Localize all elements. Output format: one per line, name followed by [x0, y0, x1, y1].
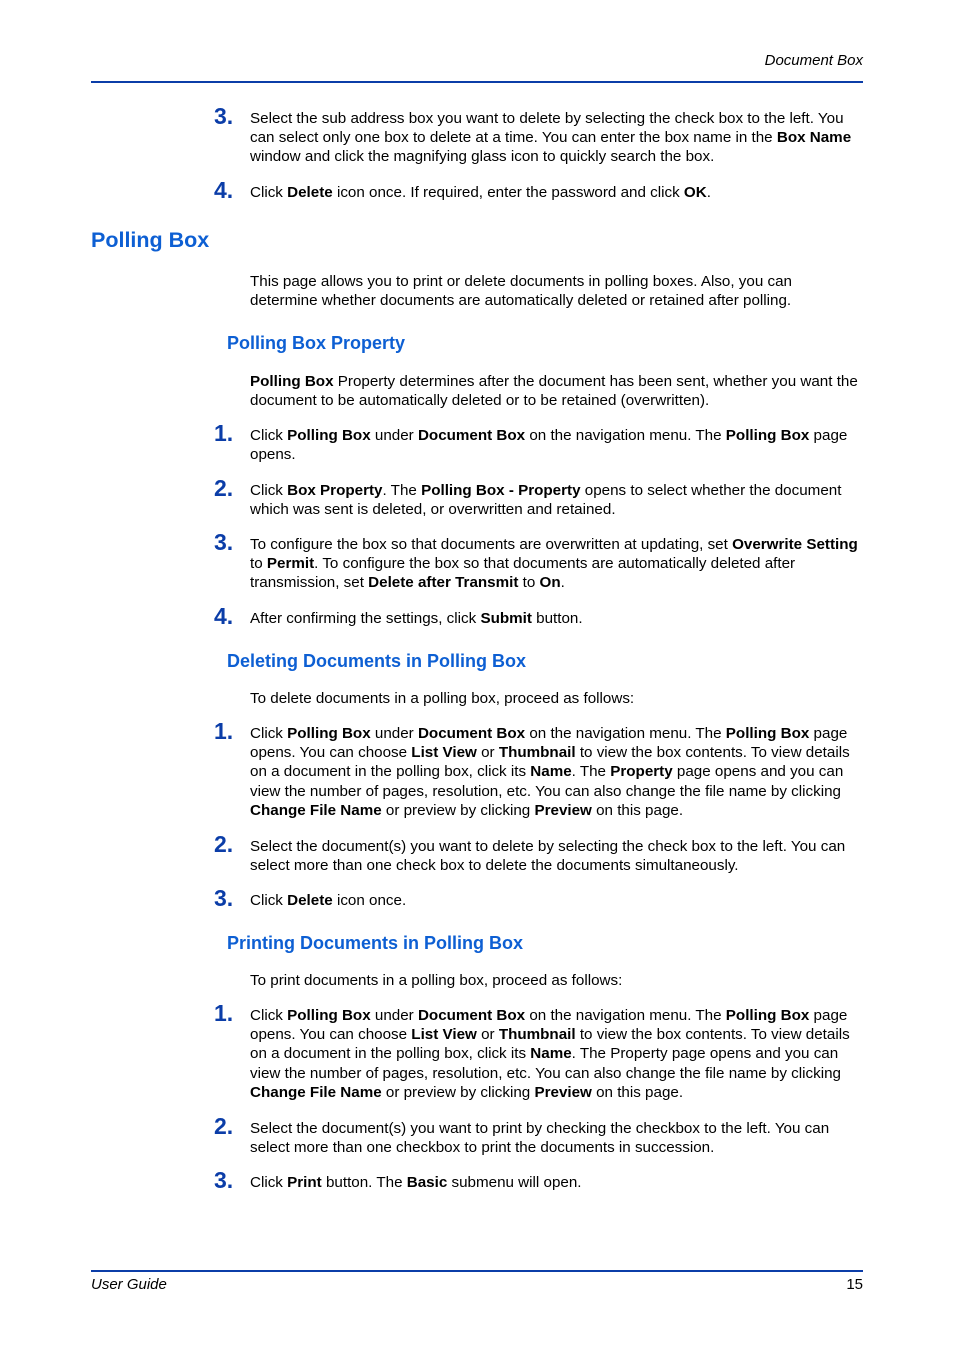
bold-term: Thumbnail [498, 744, 576, 762]
section-intro: This page allows you to print or delete documents in polling boxes. Also, you can determine whether documents are automatically deleted or retained after polling. [250, 273, 793, 310]
step-number: 3. [214, 103, 234, 129]
step-text: Click Box Property. The Polling Box - Property opens to select whether the document which was sent is deleted, or overwritten and retained. [250, 482, 842, 519]
step-number: 2. [214, 831, 234, 857]
bold-term: Thumbnail [498, 1026, 576, 1044]
step-text: Click Polling Box under Document Box on the navigation menu. The Polling Box page opens. You can choose List View or Thumbnail to view the box contents. To view details on a document in the polling box, click its Name. The Property page opens and you can view the number of pages, resolution, etc. You can also change the file name by clicking Change File Name or preview by clicking Preview on this page. [250, 725, 850, 819]
step-number: 2. [214, 1113, 234, 1139]
bold-term: Name [530, 1045, 572, 1063]
step-text: Click Polling Box under Document Box on the navigation menu. The Polling Box page opens. [250, 427, 848, 464]
bold-term: Document Box [417, 725, 526, 742]
bold-term: Basic [406, 1174, 448, 1191]
step-text: To configure the box so that documents are overwritten at updating, set Overwrite Setting to Permit. To configure the box so that documents are automatically deleted after transmission, set Delete after Transmit to On. [250, 536, 858, 592]
subsection-heading: Polling Box Property [227, 333, 406, 353]
bold-term: Polling Box [287, 427, 371, 444]
bold-term: Polling Box [725, 427, 810, 444]
bold-term: Document Box [417, 427, 526, 444]
subsection-heading: Printing Documents in Polling Box [227, 933, 524, 953]
bold-term: Polling Box [287, 1007, 371, 1024]
bold-term: List View [411, 744, 477, 762]
step-text: Select the sub address box you want to delete by selecting the check box to the left. You can select only one box to delete at a time. You can enter the box name in the Box Name window and click the magnifying glass icon to quickly search the box. [250, 110, 852, 166]
step-text: After confirming the settings, click Submit button. [250, 610, 583, 627]
bold-term: Box Name [776, 129, 852, 147]
step-number: 3. [214, 885, 234, 911]
bold-term: Polling Box [287, 725, 371, 742]
bold-term: Change File Name [250, 1083, 382, 1101]
step-text: Click Delete icon once. [250, 892, 407, 909]
step-number: 1. [214, 718, 234, 744]
bold-term: Name [530, 763, 572, 781]
step-number: 2. [214, 475, 234, 501]
bold-term: Preview [534, 801, 592, 819]
bold-term: Polling Box [250, 373, 334, 390]
bold-term: List View [411, 1026, 477, 1044]
step-number: 1. [214, 1000, 234, 1026]
bold-term: Polling Box [725, 1007, 810, 1024]
bold-term: Permit [266, 555, 315, 573]
subsection-intro: Polling Box Property determines after the document has been sent, whether you want the document to be automatically deleted or to be retained (overwritten). [250, 373, 858, 410]
bold-term: On [539, 574, 561, 592]
step-text: Click Polling Box under Document Box on the navigation menu. The Polling Box page opens. You can choose List View or Thumbnail to view the box contents. To view details on a document in the polling box, click its Name. The Property page opens and you can view the number of pages, resolution, etc. You can also change the file name by clicking Change File Name or preview by clicking Preview on this page. [250, 1007, 850, 1101]
bold-term: Box Property [287, 482, 383, 499]
bold-term: Delete [287, 892, 333, 909]
bold-term: Overwrite Setting [732, 536, 858, 553]
footer-rule [91, 1270, 863, 1272]
subsection-heading: Deleting Documents in Polling Box [227, 651, 527, 671]
step-number: 1. [214, 420, 234, 446]
bold-term: Print [287, 1174, 322, 1191]
bold-term: Polling Box - Property [421, 482, 581, 499]
bold-term: Polling Box [725, 725, 810, 742]
bold-term: Document Box [417, 1007, 526, 1024]
footer-guide-label: User Guide [91, 1276, 167, 1293]
step-text: Select the document(s) you want to delete by selecting the check box to the left. You can select more than one check box to delete the documents simultaneously. [250, 838, 846, 875]
step-text: Click Delete icon once. If required, enter the password and click OK. [250, 184, 711, 201]
bold-term: Preview [534, 1083, 592, 1101]
footer-page-number: 15 [846, 1276, 863, 1293]
step-number: 3. [214, 1167, 234, 1193]
header-title: Document Box [764, 52, 863, 69]
header-rule [91, 81, 863, 83]
bold-term: Property [610, 763, 673, 781]
step-number: 4. [214, 177, 234, 203]
bold-term: Delete [287, 184, 333, 201]
subsection-intro: To print documents in a polling box, proceed as follows: [250, 972, 623, 989]
step-text: Click Print button. The Basic submenu will open. [250, 1174, 582, 1191]
bold-term: Change File Name [250, 801, 382, 819]
section-heading: Polling Box [91, 228, 210, 252]
step-text: Select the document(s) you want to print by checking the checkbox to the left. You can select more than one checkbox to print the documents in succession. [250, 1120, 830, 1157]
bold-term: Delete after Transmit [368, 574, 519, 592]
step-number: 3. [214, 529, 234, 555]
subsection-intro: To delete documents in a polling box, proceed as follows: [250, 690, 635, 707]
bold-term: Submit [480, 610, 532, 627]
bold-term: OK [683, 184, 707, 201]
step-number: 4. [214, 603, 234, 629]
